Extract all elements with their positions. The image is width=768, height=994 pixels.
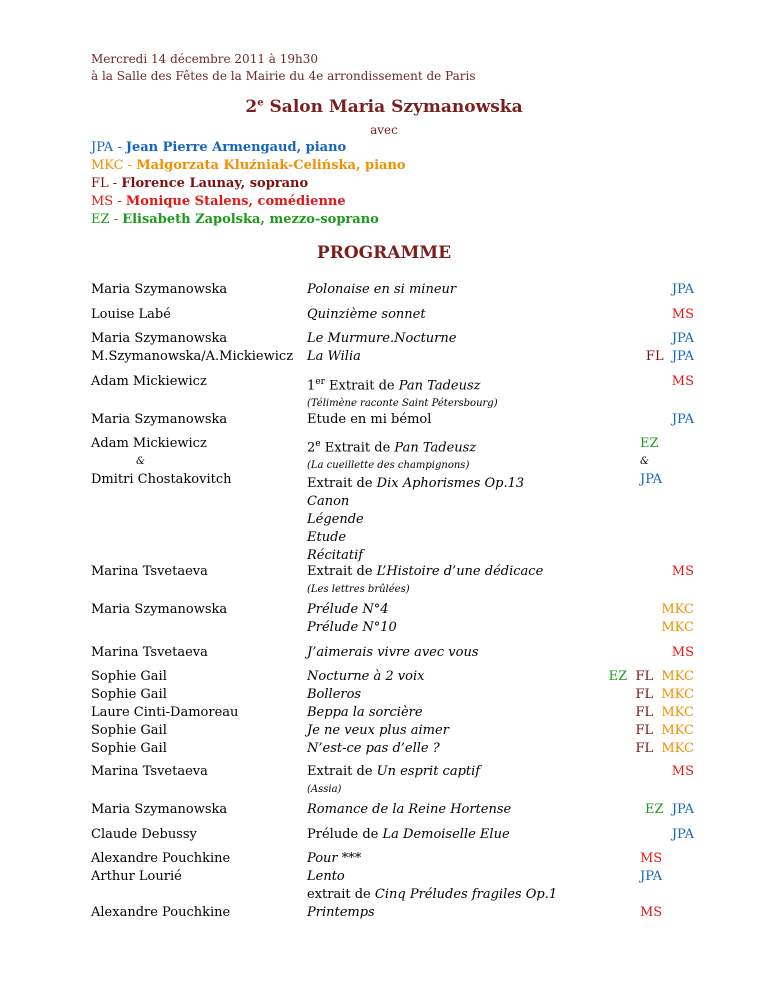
work-note: (Les lettres brûlées) [307, 584, 410, 595]
composer: Adam Mickiewicz [91, 374, 207, 389]
work: Nocturne à 2 voix Bolleros Beppa la sorcière Je ne veux plus aimer N’est-ce pas d’elle ? [307, 669, 449, 756]
work: 1er Extrait de Pan Tadeusz (Télimène raconte Saint Pétersbourg) [307, 373, 498, 413]
performer-fl: FL - Florence Launay, soprano [91, 176, 309, 191]
performer-code: MS [671, 564, 694, 579]
work-note: (Assia) [307, 784, 342, 795]
work: Pour *** Lento extrait de Cinq Préludes fragiles Op.1 Printemps [307, 851, 558, 920]
performer-mkc: MKC - Małgorzata Kluźniak-Celińska, piano [91, 158, 406, 173]
work: Polonaise en si mineur [307, 282, 457, 297]
work-note: (La cueillette des champignons) [307, 460, 470, 472]
work: Le Murmure.Nocturne La Wilia [307, 331, 457, 364]
work: Prélude N°4 Prélude N°10 [307, 602, 397, 635]
composer: Sophie Gail Sophie Gail Laure Cinti-Damoreau Sophie Gail Sophie Gail [91, 669, 239, 756]
performer-ez: EZ - Elisabeth Zapolska, mezzo-soprano [91, 212, 379, 227]
composer: Louise Labé [91, 307, 171, 322]
performer-code: EZ & JPA [640, 436, 663, 487]
work: Extrait de Un esprit captif (Assia) [307, 763, 480, 799]
programme-title: PROGRAMME [316, 243, 452, 263]
performer-code: MS JPA MS [640, 851, 663, 920]
performer-code: EZ JPA [645, 802, 694, 817]
composer: Alexandre Pouchkine Arthur Lourié Alexandre Pouchkine [91, 851, 231, 920]
work: Prélude de La Demoiselle Elue [307, 827, 510, 842]
work: Quinzième sonnet [307, 307, 426, 322]
composer: Adam Mickiewicz & Dmitri Chostakovitch [91, 436, 232, 487]
performer-code: JPA [671, 827, 694, 842]
performer-code: MKC MKC [661, 602, 694, 635]
performer-code: JPA [671, 282, 694, 297]
performer-code: MS [671, 374, 694, 389]
work-note: (Télimène raconte Saint Pétersbourg) [307, 398, 498, 410]
event-date: Mercredi 14 décembre 2011 à 19h30 [91, 52, 319, 66]
performer-code: MS [671, 645, 694, 660]
performer-code: JPA [671, 412, 694, 427]
composer: Maria Szymanowska M.Szymanowska/A.Mickiewicz [91, 331, 294, 364]
composer: Claude Debussy [91, 827, 197, 842]
composer: Maria Szymanowska [91, 802, 228, 817]
composer: Marina Tsvetaeva [91, 564, 208, 579]
work: 2e Extrait de Pan Tadeusz (La cueillette des champignons) Extrait de Dix Aphorismes Op.13 Canon Légende Etude Récitatif [307, 439, 525, 564]
work: J’aimerais vivre avec vous [307, 645, 479, 660]
work: Etude en mi bémol [307, 412, 432, 427]
performer-ms: MS - Monique Stalens, comédienne [91, 194, 346, 209]
work: Romance de la Reine Hortense [307, 802, 512, 817]
composer: Maria Szymanowska [91, 412, 228, 427]
event-venue: à la Salle des Fêtes de la Mairie du 4e arrondissement de Paris [91, 69, 476, 83]
performer-code: MS [671, 307, 694, 322]
page-title: 2e Salon Maria Szymanowska [245, 97, 523, 117]
composer: Maria Szymanowska [91, 282, 228, 297]
composer: Marina Tsvetaeva [91, 764, 208, 779]
performer-jpa: JPA - Jean Pierre Armengaud, piano [91, 140, 347, 155]
performer-code: MS [671, 764, 694, 779]
performer-code: JPA FL JPA [645, 331, 694, 364]
work: Extrait de L’Histoire d’une dédicace (Les lettres brûlées) [307, 563, 543, 599]
composer: Maria Szymanowska [91, 602, 228, 617]
avec-label: avec [370, 123, 398, 137]
composer: Marina Tsvetaeva [91, 645, 208, 660]
performer-code: EZ FL MKC FL MKC FL MKC FL MKC FL MKC [608, 669, 694, 756]
